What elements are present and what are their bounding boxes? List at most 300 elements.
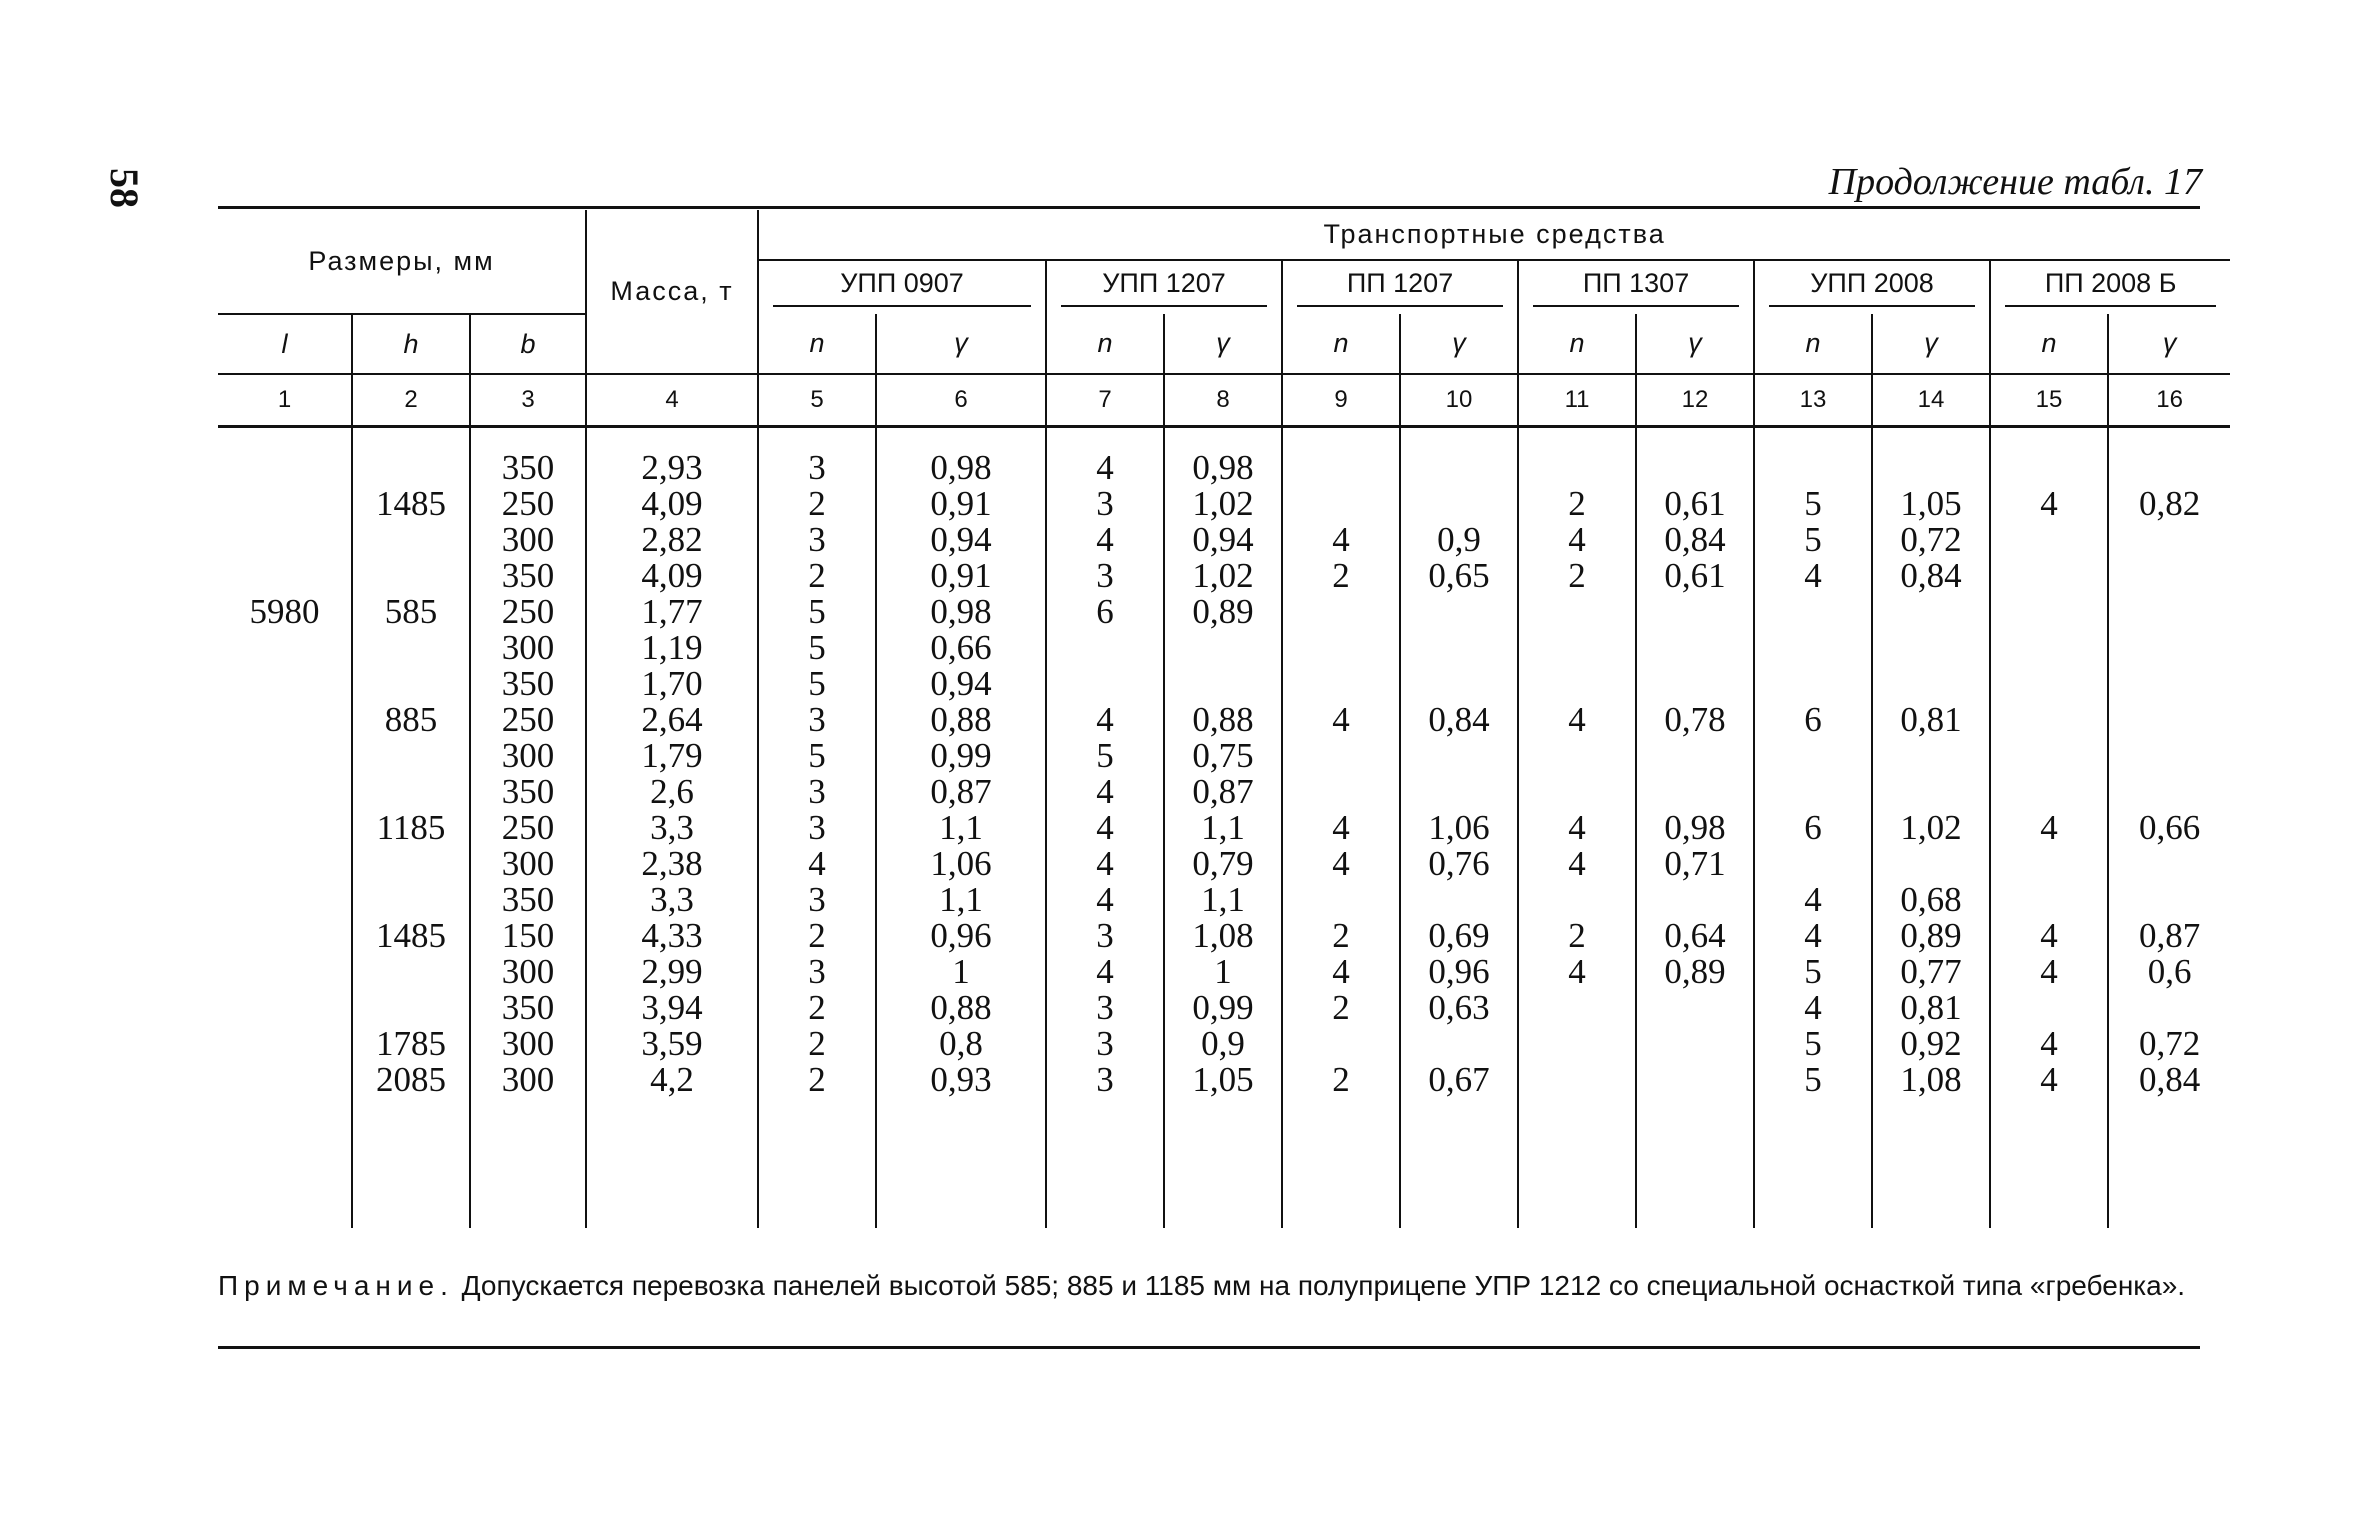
table-cell: 0,87 — [1164, 774, 1282, 810]
table-cell: 885 — [352, 702, 470, 738]
table-cell — [1636, 450, 1754, 486]
table-cell — [1872, 738, 1990, 774]
table-cell — [2108, 774, 2230, 810]
table-cell: 0,87 — [2108, 918, 2230, 954]
table-cell — [1518, 594, 1636, 630]
table-cell: 5 — [1046, 738, 1164, 774]
table-cell — [1636, 1062, 1754, 1098]
header-sizes: Размеры, мм — [218, 210, 586, 314]
table-cell: 0,96 — [1400, 954, 1518, 990]
table-cell: 0,67 — [1400, 1062, 1518, 1098]
table-cell — [1400, 738, 1518, 774]
table-cell: 4 — [1282, 810, 1400, 846]
table-cell: 3,3 — [586, 810, 758, 846]
table-cell: 0,91 — [876, 558, 1046, 594]
table-cell — [1518, 990, 1636, 1026]
table-cell — [2108, 846, 2230, 882]
table-cell — [1518, 774, 1636, 810]
bottom-rule — [218, 1346, 2200, 1349]
continuation-caption: Продолжение табл. 17 — [1828, 161, 2202, 203]
header-vehicle-pp-2008b: ПП 2008 Б — [1990, 260, 2230, 314]
table-row — [218, 990, 2230, 1026]
table-cell — [1400, 666, 1518, 702]
table-cell: 2,82 — [586, 522, 758, 558]
table-cell: 4 — [1518, 522, 1636, 558]
table-cell: 150 — [470, 918, 586, 954]
table-cell — [218, 522, 352, 558]
table-cell — [1400, 882, 1518, 918]
table-cell: 1,70 — [586, 666, 758, 702]
table-cell: 5 — [1754, 522, 1872, 558]
table-cell: 1,02 — [1872, 810, 1990, 846]
table-cell: 0,92 — [1872, 1026, 1990, 1062]
table-cell: 2 — [758, 558, 876, 594]
table-cell: 2,99 — [586, 954, 758, 990]
table-cell — [1518, 738, 1636, 774]
header-dim-l: l — [218, 314, 352, 374]
table-cell — [1754, 666, 1872, 702]
table-cell — [1636, 774, 1754, 810]
table-cell: 4 — [1754, 882, 1872, 918]
table-cell — [1872, 774, 1990, 810]
table-cell: 3,3 — [586, 882, 758, 918]
column-number: 12 — [1636, 374, 1754, 426]
header-vehicle-pp-1207: ПП 1207 — [1282, 260, 1518, 314]
table-cell: 2085 — [352, 1062, 470, 1098]
table-cell — [352, 846, 470, 882]
column-number: 15 — [1990, 374, 2108, 426]
table-cell: 0,63 — [1400, 990, 1518, 1026]
table-cell — [1754, 774, 1872, 810]
header-n: n — [1046, 314, 1164, 374]
table-cell: 6 — [1046, 594, 1164, 630]
table-cell: 4 — [1518, 702, 1636, 738]
table-cell — [1754, 630, 1872, 666]
table-cell: 6 — [1754, 702, 1872, 738]
table-cell — [352, 882, 470, 918]
table-cell: 4 — [1518, 954, 1636, 990]
table-cell: 3,59 — [586, 1026, 758, 1062]
table-cell — [1990, 522, 2108, 558]
table-cell — [1046, 666, 1164, 702]
table-cell — [218, 918, 352, 954]
table-cell: 3 — [1046, 1026, 1164, 1062]
table-cell: 4 — [1046, 450, 1164, 486]
table-row — [218, 558, 2230, 594]
table-cell — [1872, 846, 1990, 882]
table-cell: 4 — [1046, 810, 1164, 846]
table-row — [218, 630, 2230, 666]
table-cell: 1,02 — [1164, 558, 1282, 594]
table-cell — [1754, 450, 1872, 486]
table-cell — [2108, 630, 2230, 666]
column-number: 13 — [1754, 374, 1872, 426]
table-cell: 0,89 — [1872, 918, 1990, 954]
table-cell — [218, 846, 352, 882]
header-vehicle-pp-1307: ПП 1307 — [1518, 260, 1754, 314]
table-cell — [1636, 738, 1754, 774]
table-cell: 4 — [1990, 954, 2108, 990]
table-cell — [1282, 594, 1400, 630]
table-cell: 0,99 — [876, 738, 1046, 774]
table-cell: 0,82 — [2108, 486, 2230, 522]
table-cell: 2 — [758, 1026, 876, 1062]
table-cell: 3 — [758, 810, 876, 846]
table-cell: 4 — [1046, 774, 1164, 810]
table-cell: 0,78 — [1636, 702, 1754, 738]
table-cell: 4 — [1990, 486, 2108, 522]
table-cell: 4 — [1046, 954, 1164, 990]
table-cell: 2 — [758, 918, 876, 954]
table-cell — [1400, 594, 1518, 630]
table-cell — [1282, 882, 1400, 918]
table-cell — [218, 882, 352, 918]
table-cell — [1754, 738, 1872, 774]
table-cell: 0,88 — [1164, 702, 1282, 738]
table-cell — [1872, 630, 1990, 666]
table-cell: 350 — [470, 558, 586, 594]
header-n: n — [758, 314, 876, 374]
column-number: 11 — [1518, 374, 1636, 426]
table-cell — [1400, 630, 1518, 666]
table-cell: 1,08 — [1872, 1062, 1990, 1098]
table-cell: 3 — [758, 882, 876, 918]
header-gamma: γ — [1872, 314, 1990, 374]
table-cell — [1636, 666, 1754, 702]
table-cell — [218, 810, 352, 846]
table-cell: 3 — [1046, 990, 1164, 1026]
table-cell — [1754, 846, 1872, 882]
table-cell: 0,96 — [876, 918, 1046, 954]
table-cell: 350 — [470, 990, 586, 1026]
table-cell: 4 — [1046, 522, 1164, 558]
table-cell: 4 — [1754, 558, 1872, 594]
header-gamma: γ — [1636, 314, 1754, 374]
table-cell: 2 — [1282, 558, 1400, 594]
table-cell — [1872, 594, 1990, 630]
table-cell: 0,81 — [1872, 990, 1990, 1026]
table-cell: 2 — [758, 1062, 876, 1098]
table-cell: 0,69 — [1400, 918, 1518, 954]
table-cell: 5980 — [249, 591, 320, 631]
table-cell: 3 — [1046, 558, 1164, 594]
table-cell: 300 — [470, 1062, 586, 1098]
table-cell: 1,02 — [1164, 486, 1282, 522]
table-cell — [352, 666, 470, 702]
table-cell: 250 — [470, 486, 586, 522]
header-gamma: γ — [1164, 314, 1282, 374]
table-row — [218, 810, 2230, 846]
table-row — [218, 846, 2230, 882]
table-cell: 4,2 — [586, 1062, 758, 1098]
table-cell — [1400, 1026, 1518, 1062]
table-cell — [1282, 666, 1400, 702]
table-cell — [352, 954, 470, 990]
table-cell: 0,65 — [1400, 558, 1518, 594]
top-rule — [218, 206, 2200, 209]
table-cell: 0,88 — [876, 702, 1046, 738]
table-cell — [218, 666, 352, 702]
table-cell: 4 — [1518, 810, 1636, 846]
column-number: 16 — [2108, 374, 2230, 426]
table-cell: 0,77 — [1872, 954, 1990, 990]
table-cell: 4,33 — [586, 918, 758, 954]
table-cell: 2,38 — [586, 846, 758, 882]
table-cell: 1,06 — [876, 846, 1046, 882]
table-cell: 1,19 — [586, 630, 758, 666]
table-cell: 4 — [1990, 1062, 2108, 1098]
table-row — [218, 594, 2230, 630]
note-text: Допускается перевозка панелей высотой 585; 885 и 1185 мм на полуприцепе УПР 1212 со специальной оснасткой типа «гребенка». — [453, 1270, 2186, 1301]
table-row — [218, 1062, 2230, 1098]
table-cell: 5 — [758, 594, 876, 630]
table-cell: 0,98 — [1164, 450, 1282, 486]
table-cell: 1 — [876, 954, 1046, 990]
table-row — [218, 486, 2230, 522]
table-cell: 0,84 — [2108, 1062, 2230, 1098]
table-cell — [352, 774, 470, 810]
table-cell: 1,77 — [586, 594, 758, 630]
table-cell: 0,99 — [1164, 990, 1282, 1026]
column-number: 6 — [876, 374, 1046, 426]
table-cell: 2,93 — [586, 450, 758, 486]
table-cell: 0,9 — [1400, 522, 1518, 558]
header-gamma: γ — [876, 314, 1046, 374]
table-cell — [1990, 774, 2108, 810]
table-cell: 0,84 — [1400, 702, 1518, 738]
table-cell — [1164, 630, 1282, 666]
table-cell — [218, 558, 352, 594]
table-cell: 0,8 — [876, 1026, 1046, 1062]
table-cell: 585 — [352, 594, 470, 630]
table-cell — [218, 1062, 352, 1098]
table-cell: 0,75 — [1164, 738, 1282, 774]
header-n: n — [1518, 314, 1636, 374]
table-cell: 3 — [758, 450, 876, 486]
table-cell: 0,66 — [2108, 810, 2230, 846]
table-cell — [1636, 1026, 1754, 1062]
column-number: 1 — [218, 374, 352, 426]
table-cell — [1518, 450, 1636, 486]
table-cell: 0,94 — [876, 666, 1046, 702]
table-cell — [2108, 666, 2230, 702]
column-number: 9 — [1282, 374, 1400, 426]
table-cell — [1164, 666, 1282, 702]
table-row — [218, 738, 2230, 774]
table-cell: 0,87 — [876, 774, 1046, 810]
table-cell — [1636, 990, 1754, 1026]
table-cell: 0,61 — [1636, 558, 1754, 594]
table-cell: 0,72 — [1872, 522, 1990, 558]
table-cell — [1518, 630, 1636, 666]
table-cell: 5 — [1754, 486, 1872, 522]
table-cell — [1400, 450, 1518, 486]
table-cell: 2 — [758, 990, 876, 1026]
table-cell — [1282, 450, 1400, 486]
table-cell: 0,9 — [1164, 1026, 1282, 1062]
table-cell: 250 — [470, 594, 586, 630]
table-cell: 350 — [470, 882, 586, 918]
table-cell — [1990, 558, 2108, 594]
table-cell — [1282, 738, 1400, 774]
table-cell — [218, 738, 352, 774]
table-cell: 4,09 — [586, 558, 758, 594]
table-cell: 2 — [1518, 918, 1636, 954]
table-cell: 5 — [1754, 1062, 1872, 1098]
table-cell — [2108, 990, 2230, 1026]
table-cell: 2 — [1282, 918, 1400, 954]
table-cell: 1,1 — [876, 810, 1046, 846]
table-cell: 2 — [1518, 558, 1636, 594]
table-cell: 300 — [470, 738, 586, 774]
header-n: n — [1990, 314, 2108, 374]
header-vehicle-upp-1207: УПП 1207 — [1046, 260, 1282, 314]
header-gamma: γ — [2108, 314, 2230, 374]
table-cell — [1990, 738, 2108, 774]
header-gamma: γ — [1400, 314, 1518, 374]
table-cell — [1990, 882, 2108, 918]
table-cell: 4 — [758, 846, 876, 882]
table-cell — [218, 774, 352, 810]
table-cell: 5 — [758, 666, 876, 702]
table-cell — [1990, 702, 2108, 738]
table-cell — [2108, 558, 2230, 594]
header-mass: Масса, т — [586, 210, 758, 374]
table-cell — [2108, 882, 2230, 918]
table-cell: 1,1 — [1164, 810, 1282, 846]
table-cell: 350 — [470, 666, 586, 702]
table-cell: 3 — [1046, 918, 1164, 954]
table-row — [218, 1026, 2230, 1062]
table-cell: 3 — [758, 702, 876, 738]
header-n: n — [1282, 314, 1400, 374]
table-cell: 300 — [470, 1026, 586, 1062]
table-cell — [218, 1026, 352, 1062]
column-number: 3 — [470, 374, 586, 426]
table-cell — [1282, 486, 1400, 522]
table-cell: 3 — [758, 954, 876, 990]
table-cell: 0,94 — [1164, 522, 1282, 558]
table-cell — [1636, 630, 1754, 666]
column-number: 4 — [586, 374, 758, 426]
table-cell: 1185 — [352, 810, 470, 846]
table-cell: 300 — [470, 630, 586, 666]
table-cell: 0,98 — [876, 594, 1046, 630]
table-cell — [2108, 522, 2230, 558]
table-cell: 3,94 — [586, 990, 758, 1026]
table-cell — [1400, 486, 1518, 522]
table-cell — [1872, 666, 1990, 702]
table-cell: 2 — [758, 486, 876, 522]
table-cell: 5 — [1754, 954, 1872, 990]
table-cell: 0,84 — [1872, 558, 1990, 594]
table-cell: 3 — [758, 774, 876, 810]
table-cell — [1990, 846, 2108, 882]
page-number: 58 — [102, 168, 147, 208]
table-row — [218, 882, 2230, 918]
table-cell: 0,71 — [1636, 846, 1754, 882]
table-cell — [1518, 882, 1636, 918]
table-cell: 4 — [1282, 702, 1400, 738]
table-cell — [1518, 1062, 1636, 1098]
table-cell: 4 — [1990, 918, 2108, 954]
table-cell — [1400, 774, 1518, 810]
spacer-row — [218, 426, 2230, 450]
table-cell: 1,1 — [1164, 882, 1282, 918]
table-cell — [218, 990, 352, 1026]
table-cell: 4 — [1990, 1026, 2108, 1062]
table-cell — [1282, 774, 1400, 810]
table-cell: 0,68 — [1872, 882, 1990, 918]
table-cell: 350 — [470, 450, 586, 486]
table-cell — [1990, 990, 2108, 1026]
table-row — [218, 522, 2230, 558]
column-number: 10 — [1400, 374, 1518, 426]
header-dim-b: b — [470, 314, 586, 374]
table-row — [218, 918, 2230, 954]
table-cell: 3 — [1046, 486, 1164, 522]
table-cell: 0,91 — [876, 486, 1046, 522]
table-cell — [352, 990, 470, 1026]
table-cell: 1,08 — [1164, 918, 1282, 954]
table-cell: 300 — [470, 954, 586, 990]
header-vehicle-upp-2008: УПП 2008 — [1754, 260, 1990, 314]
table-cell: 3 — [1046, 1062, 1164, 1098]
header-transport: Транспортные средства — [758, 210, 2230, 260]
table-cell: 0,84 — [1636, 522, 1754, 558]
table-cell: 0,94 — [876, 522, 1046, 558]
table-cell: 0,98 — [876, 450, 1046, 486]
table-cell — [352, 630, 470, 666]
table-cell — [218, 954, 352, 990]
table-cell: 0,89 — [1636, 954, 1754, 990]
note-heading: Примечание. — [218, 1270, 454, 1301]
table-cell: 0,98 — [1636, 810, 1754, 846]
table-row — [218, 774, 2230, 810]
table-cell — [1282, 630, 1400, 666]
table-cell: 250 — [470, 810, 586, 846]
table-cell: 2,6 — [586, 774, 758, 810]
table-row — [218, 954, 2230, 990]
table-cell: 0,79 — [1164, 846, 1282, 882]
table-cell: 1,06 — [1400, 810, 1518, 846]
table-cell — [2108, 738, 2230, 774]
table-cell — [1046, 630, 1164, 666]
table-cell: 4 — [1282, 846, 1400, 882]
table-cell: 1,05 — [1164, 1062, 1282, 1098]
table-cell: 1,05 — [1872, 486, 1990, 522]
table-cell: 0,6 — [2108, 954, 2230, 990]
column-number: 8 — [1164, 374, 1282, 426]
table-cell — [1754, 594, 1872, 630]
table-cell: 5 — [758, 738, 876, 774]
table-cell: 4 — [1754, 990, 1872, 1026]
header-dim-h: h — [352, 314, 470, 374]
column-number: 5 — [758, 374, 876, 426]
table-cell: 1485 — [352, 918, 470, 954]
column-number: 14 — [1872, 374, 1990, 426]
table-cell: 4 — [1046, 882, 1164, 918]
header-n: n — [1754, 314, 1872, 374]
table-cell: 2 — [1282, 1062, 1400, 1098]
table-cell: 0,72 — [2108, 1026, 2230, 1062]
table-cell — [352, 738, 470, 774]
table-cell: 6 — [1754, 810, 1872, 846]
table-row — [218, 702, 2230, 738]
table-cell: 4,09 — [586, 486, 758, 522]
table-cell: 5 — [1754, 1026, 1872, 1062]
table-cell: 0,89 — [1164, 594, 1282, 630]
